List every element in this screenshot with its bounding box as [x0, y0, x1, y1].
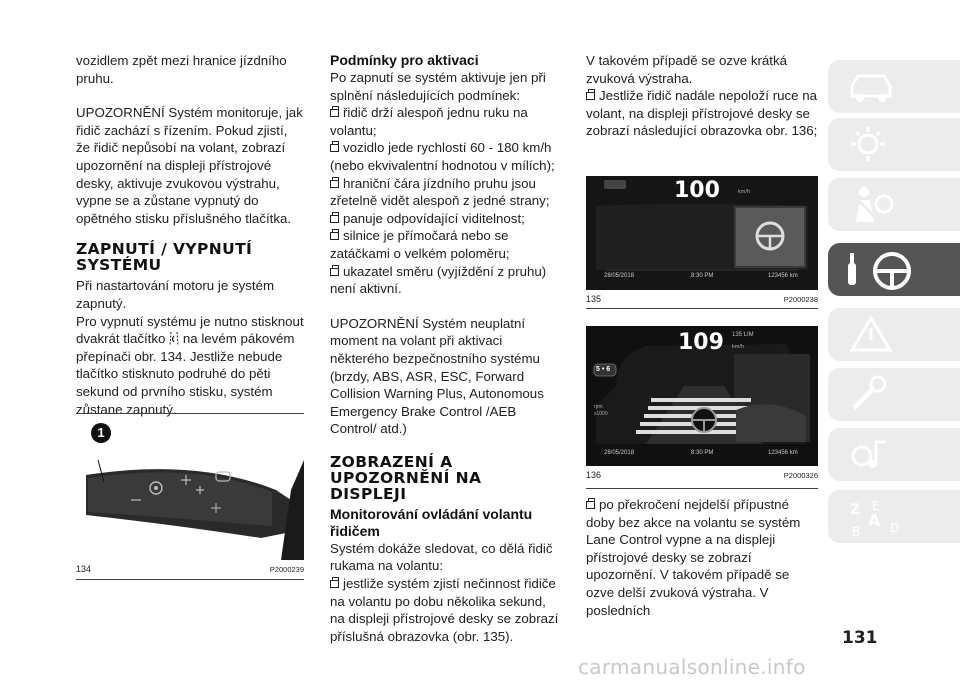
list-item	[330, 263, 562, 298]
time: 8:30 PM	[691, 450, 714, 456]
figure-number: 135	[586, 294, 602, 304]
column-1	[76, 52, 304, 418]
list-item	[586, 496, 818, 619]
rpm-label: rpm x1000	[594, 404, 608, 417]
svg-text:Z: Z	[850, 502, 861, 518]
list-item-text: Jestliže řidič nadále nepoloží ruce na volant, na displeji přístrojové desky se zobrazí následující obrazovka obr. 136;	[586, 88, 818, 139]
page-number: 131	[842, 628, 878, 648]
figure-code: P2000326	[783, 471, 818, 480]
tab-warning-lights[interactable]	[828, 118, 960, 171]
tab-multimedia[interactable]	[828, 428, 960, 481]
seatbelt-airbag-icon	[846, 184, 896, 224]
list-item-text: panuje odpovídající viditelnost;	[343, 210, 525, 226]
date: 28/05/2018	[604, 450, 635, 456]
tab-index[interactable]	[828, 490, 960, 543]
book-icon	[330, 215, 339, 223]
column-3-continued	[586, 496, 818, 619]
list-item	[330, 575, 562, 645]
book-icon	[330, 268, 339, 276]
svg-text:E: E	[872, 499, 880, 513]
cluster-screen	[586, 176, 818, 290]
speed-unit: km/h	[732, 344, 744, 350]
figure-134	[76, 420, 304, 575]
multimedia-icon	[846, 434, 896, 474]
figure-136	[586, 326, 818, 481]
paragraph: Při nastartování motoru je systém zapnutý.	[76, 278, 275, 311]
column-2	[330, 52, 562, 645]
callout-number: 1	[97, 425, 105, 440]
lane-assist-button-icon	[169, 331, 179, 346]
book-icon	[330, 109, 339, 117]
figure-135	[586, 176, 818, 305]
book-icon	[330, 232, 339, 240]
divider	[76, 579, 304, 580]
divider	[586, 488, 818, 489]
paragraph: Systém dokáže sledovat, co dělá řidič rukama na volantu:	[330, 540, 553, 574]
list-item	[330, 175, 562, 210]
book-icon	[586, 501, 595, 509]
svg-text:A: A	[868, 511, 881, 530]
list-item	[330, 104, 562, 139]
list-item-text: jestliže systém zjistí nečinnost řidiče na volantu po dobu několika sekund, na displeji přístrojové desky se zobrazí příslušná obrazovka (obr. 135).	[330, 576, 559, 644]
figure-code: P2000238	[783, 295, 818, 304]
subheading: Podmínky pro aktivaci	[330, 52, 479, 68]
speed-unit: km/h	[738, 189, 750, 195]
book-icon	[330, 144, 339, 152]
key-steering-wheel-icon	[846, 249, 926, 293]
figure-caption	[586, 470, 818, 481]
warning-paragraph: UPOZORNĚNÍ Systém neuplatní moment na volant při aktivaci některého bezpečnostního systému (brzdy, ABS, ASR, ESC, Forward Collision Warning Plus, Autonomous Emergency Brake Control /AEB Control/ atd.)	[330, 315, 544, 437]
paragraph	[76, 313, 304, 419]
warning-paragraph: UPOZORNĚNÍ Systém monitoruje, jak řidič zachází s řízením. Pokud zjistí, že řidič nepůsobí na volant, zobrazí upozornění na displeji přístrojové desky, aktivuje zvukovou výstrahu, vypne se a zůstane vypnutý do opětného stisku příslušného tlačítka.	[76, 105, 303, 226]
list-item-text: vozidlo jede rychlostí 60 - 180 km/h (nebo ekvivalentní hodnotou v mílích);	[330, 140, 555, 173]
speed-readout: 100	[674, 178, 720, 203]
odometer: 123456 km	[768, 450, 798, 456]
book-icon	[330, 580, 339, 588]
odometer: 123456 km	[768, 273, 798, 279]
divider	[76, 413, 304, 414]
list-item	[330, 210, 562, 228]
emergency-triangle-icon	[846, 314, 896, 354]
time: 8:30 PM	[691, 273, 714, 279]
divider	[586, 308, 818, 309]
speed-limit: 135 LIM	[732, 332, 754, 338]
section-heading: ZAPNUTÍ / VYPNUTÍ SYSTÉMU	[76, 240, 253, 275]
paragraph: V takovém případě se ozve krátká zvuková výstraha.	[586, 53, 788, 86]
warning-lights-icon	[846, 124, 896, 164]
list-item-text: po překročení nejdelší přípustné doby bez akce na volantu se systém Lane Control vypne a na displeji přístrojové desky se zobrazí upozornění. V takovém případě se ozve delší zvuková výstraha. V posledních	[586, 497, 801, 618]
figure-number: 136	[586, 470, 602, 480]
figure-code: P2000239	[269, 565, 304, 574]
svg-text:D: D	[890, 521, 900, 535]
list-item-text: ukazatel směru (vyjíždění z pruhu) není aktivní.	[330, 263, 547, 297]
list-item	[330, 227, 562, 262]
tab-starting-driving[interactable]	[828, 243, 960, 296]
text: na levém pákovém přepínači obr. 134. Jestliže nebude tlačítko stisknuto podruhé do pěti sekund od prvního stisku, systém zůstane zapnutý.	[76, 331, 295, 417]
text: Pro vypnutí systému je nutno stisknout dvakrát tlačítko	[76, 313, 304, 347]
column-3	[586, 52, 818, 140]
tab-maintenance[interactable]	[828, 368, 960, 421]
svg-text:B: B	[852, 525, 861, 539]
date: 28/05/2018	[604, 273, 635, 279]
list-item-text: silnice je přímočará nebo se zatáčkami o velkém poloměru;	[330, 228, 510, 261]
figure-caption	[76, 564, 304, 575]
book-icon	[586, 92, 595, 100]
cluster-screen	[586, 326, 818, 466]
list-item	[586, 87, 818, 140]
service-wrench-icon	[846, 374, 896, 414]
stalk-image	[76, 420, 304, 560]
list-item-text: hraniční čára jízdního pruhu jsou zřetelně vidět alespoň z jedné strany;	[330, 175, 550, 209]
tab-safety[interactable]	[828, 178, 960, 231]
paragraph: Po zapnutí se systém aktivuje jen při splnění následujících podmínek:	[330, 70, 546, 103]
figure-caption	[586, 294, 818, 305]
gear-indicator: 5 • 6	[596, 366, 611, 373]
car-dashboard-icon	[846, 66, 896, 106]
tab-emergency[interactable]	[828, 308, 960, 361]
book-icon	[330, 180, 339, 188]
section-heading: ZOBRAZENÍ A UPOZORNĚNÍ NA DISPLEJI	[330, 452, 482, 503]
list-item-text: řidič drží alespoň jednu ruku na volantu;	[330, 105, 528, 138]
paragraph: vozidlem zpět mezi hranice jízdního pruhu.	[76, 53, 287, 86]
stalk-illustration	[76, 420, 304, 560]
figure-number: 134	[76, 564, 92, 574]
tab-dashboard[interactable]	[828, 60, 960, 113]
watermark: carmanualsonline.info	[578, 655, 806, 679]
index-letters-icon	[846, 496, 916, 540]
subheading: Monitorování ovládání volantu řidičem	[330, 505, 533, 539]
speed-readout: 109	[678, 330, 724, 355]
list-item	[330, 139, 562, 174]
